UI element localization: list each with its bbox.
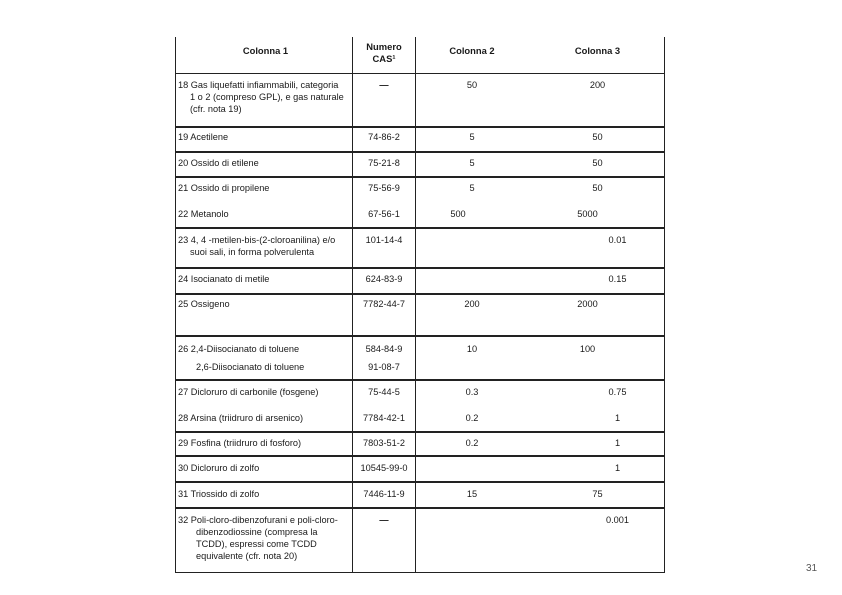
- row-27-colonna-2: 0.3: [465, 387, 479, 397]
- row-32-name-line4: equivalente (cfr. nota 20): [196, 551, 298, 561]
- header-colonna-2: Colonna 2: [449, 45, 495, 56]
- row-29-colonna-2: 0.2: [465, 438, 479, 448]
- row-24-name: 24 Isocianato di metile: [178, 274, 270, 284]
- row-rule: [175, 455, 665, 457]
- bottom-rule: [175, 572, 665, 573]
- row-24-cas: 624-83-9: [365, 274, 403, 284]
- row-19-colonna-3: 50: [592, 132, 603, 142]
- row-29-name: 29 Fosfina (triidruro di fosforo): [178, 438, 302, 448]
- row-18-name-line2: 1 o 2 (compreso GPL), e gas naturale: [190, 92, 344, 102]
- row-28-colonna-3: 1: [614, 413, 621, 423]
- row-26b-cas: 91-08-7: [368, 362, 400, 372]
- row-32-name-line1: 32 Poli-cloro-dibenzofurani e poli-cloro-: [178, 515, 338, 525]
- row-rule: [175, 151, 665, 153]
- row-18-name-line3: (cfr. nota 19): [190, 104, 242, 114]
- row-19-colonna-2: 5: [469, 132, 475, 142]
- row-27-cas: 75-44-5: [368, 387, 400, 397]
- row-rule: [175, 431, 665, 433]
- row-26b-name: 2,6-Diisocianato di toluene: [196, 362, 305, 372]
- row-28-name: 28 Arsina (triidruro di arsenico): [178, 413, 304, 423]
- row-32-colonna-3: 0.001: [606, 515, 629, 525]
- table-rule-left: [175, 37, 176, 573]
- row-30-cas: 10545-99-0: [360, 463, 408, 473]
- row-26-colonna-3: 100: [579, 344, 596, 354]
- row-rule: [175, 481, 665, 483]
- row-rule: [175, 227, 665, 229]
- row-20-cas: 75-21-8: [368, 158, 400, 168]
- header-colonna-3: Colonna 3: [574, 45, 621, 56]
- row-rule: [175, 126, 665, 128]
- row-18-cas: —: [379, 80, 389, 90]
- row-rule: [175, 335, 665, 337]
- row-rule: [175, 379, 665, 381]
- row-23-name-line2: suoi sali, in forma polverulenta: [190, 247, 315, 257]
- header-cas-line1: Numero: [366, 41, 402, 52]
- row-19-name: 19 Acetilene: [178, 132, 229, 142]
- row-26-cas: 584-84-9: [365, 344, 403, 354]
- row-29-cas: 7803-51-2: [363, 438, 405, 448]
- row-22-colonna-3: 5000: [577, 209, 598, 219]
- row-22-name: 22 Metanolo: [178, 209, 229, 219]
- row-25-cas: 7782-44-7: [363, 299, 405, 309]
- row-21-cas: 75-56-9: [368, 183, 400, 193]
- row-31-name: 31 Triossido di zolfo: [178, 489, 260, 499]
- header-cas-line2: CAS¹: [372, 53, 396, 64]
- row-22-cas: 67-56-1: [368, 209, 400, 219]
- row-31-cas: 7446-11-9: [363, 489, 405, 499]
- row-32-name-line3: TCDD), espressi come TCDD: [196, 539, 317, 549]
- row-20-colonna-3: 50: [592, 158, 603, 168]
- row-26-colonna-2: 10: [466, 344, 478, 354]
- row-19-cas: 74-86-2: [368, 132, 400, 142]
- row-21-colonna-3: 50: [592, 183, 603, 193]
- row-22-colonna-2: 500: [450, 209, 466, 219]
- row-28-colonna-2: 0.2: [465, 413, 479, 423]
- row-23-cas: 101-14-4: [365, 235, 403, 245]
- row-30-colonna-3: 1: [614, 463, 621, 473]
- row-18-colonna-2: 50: [466, 80, 478, 90]
- row-30-name: 30 Dicloruro di zolfo: [178, 463, 260, 473]
- row-27-name: 27 Dicloruro di carbonile (fosgene): [178, 387, 319, 397]
- row-29-colonna-3: 1: [614, 438, 621, 448]
- row-21-colonna-2: 5: [469, 183, 475, 193]
- row-28-cas: 7784-42-1: [363, 413, 405, 423]
- page-number: 31: [806, 563, 818, 574]
- header-colonna-1: Colonna 1: [242, 45, 289, 56]
- row-25-name: 25 Ossigeno: [178, 299, 230, 309]
- row-26-name: 26 2,4-Diisocianato di toluene: [178, 344, 300, 354]
- row-32-name-line2: dibenzodiossine (compresa la: [196, 527, 318, 537]
- row-25-colonna-3: 2000: [577, 299, 598, 309]
- row-18-name-line1: 18 Gas liquefatti infiammabili, categoria: [178, 80, 339, 90]
- row-rule: [175, 507, 665, 509]
- table-rule-cas: [415, 37, 416, 573]
- row-18-colonna-3: 200: [589, 80, 606, 90]
- row-32-cas: —: [379, 515, 389, 525]
- row-31-colonna-3: 75: [592, 489, 603, 499]
- row-23-colonna-3: 0.01: [608, 235, 627, 245]
- row-20-name: 20 Ossido di etilene: [178, 158, 259, 168]
- row-rule: [175, 267, 665, 269]
- row-27-colonna-3: 0.75: [608, 387, 627, 397]
- row-25-colonna-2: 200: [464, 299, 480, 309]
- row-23-name-line1: 23 4, 4 -metilen-bis-(2-cloroanilina) e/o: [178, 235, 336, 245]
- row-31-colonna-2: 15: [466, 489, 478, 499]
- row-rule: [175, 176, 665, 178]
- row-24-colonna-3: 0.15: [608, 274, 627, 284]
- row-rule: [175, 293, 665, 295]
- header-rule: [175, 73, 665, 74]
- substances-table: [175, 37, 665, 573]
- row-20-colonna-2: 5: [469, 158, 475, 168]
- row-21-name: 21 Ossido di propilene: [178, 183, 270, 193]
